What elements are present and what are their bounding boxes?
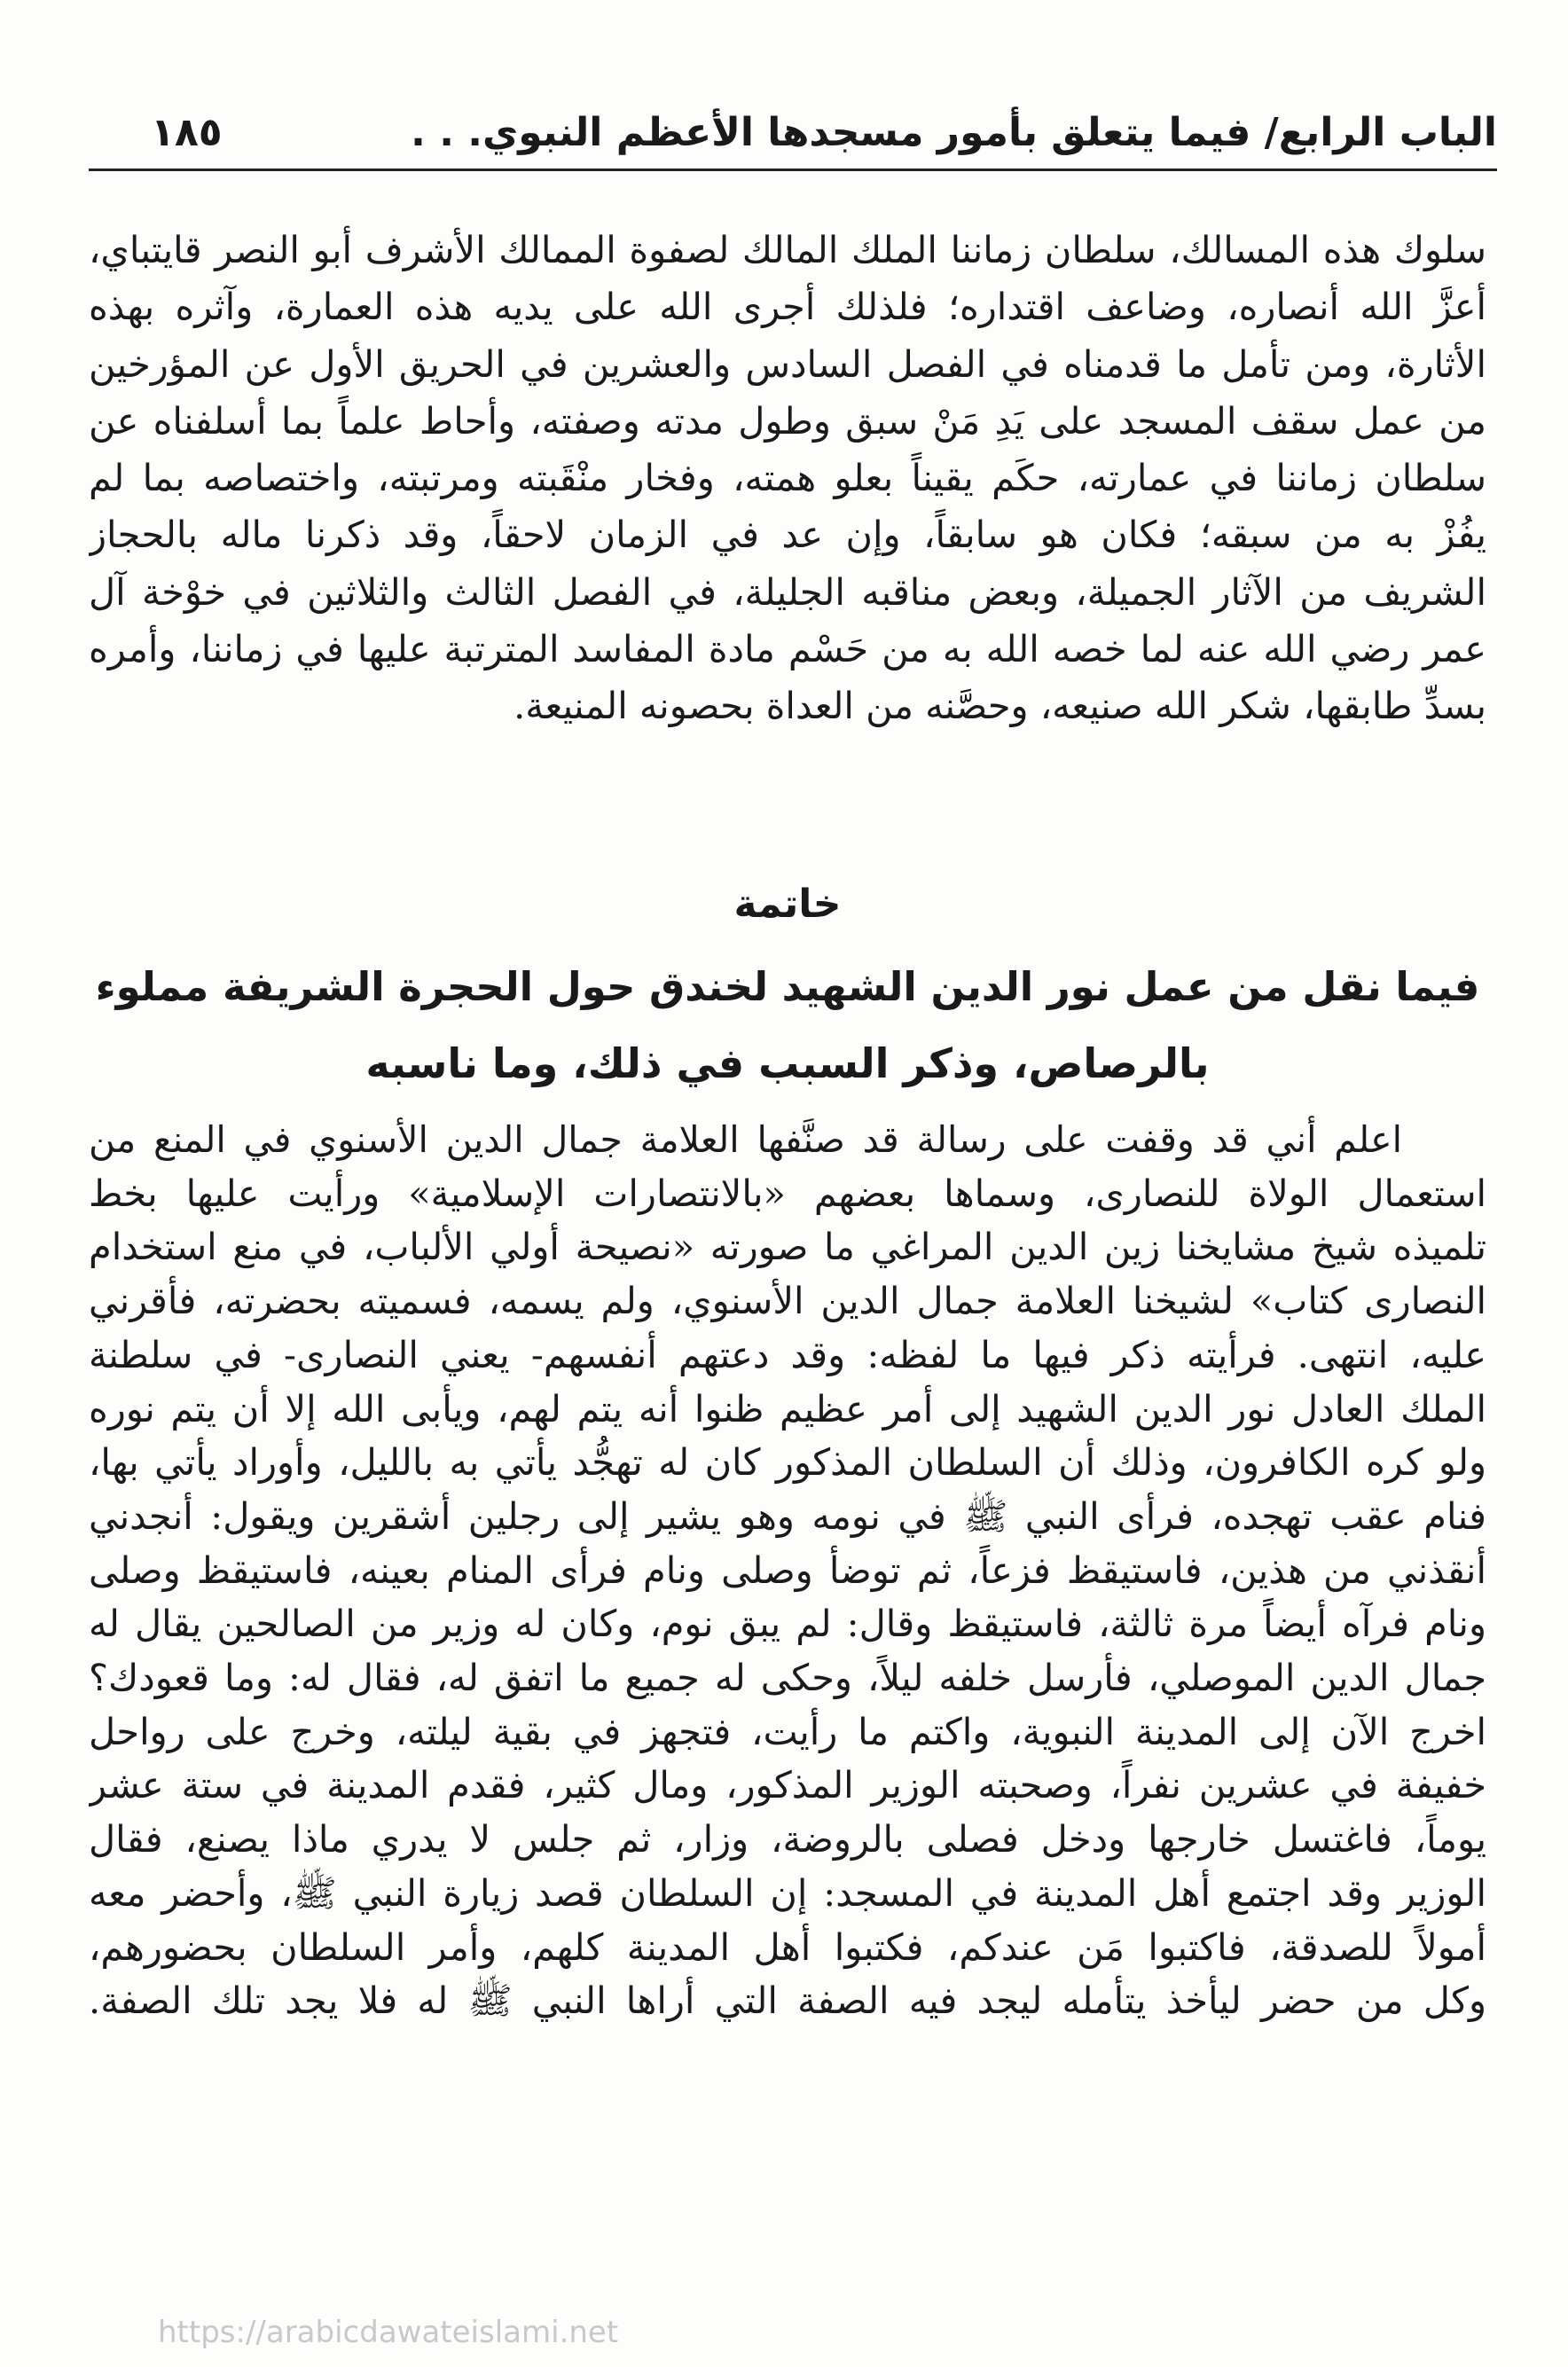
- text-line: يوماً، فاغتسل خارجها ودخل فصلى بالروضة، وزار، ثم جلس لا يدري ماذا يصنع، فقال: [89, 1817, 1486, 1861]
- text-line: ونام فرآه أيضاً مرة ثالثة، فاستيقظ وقال: لم يبق نوم، وكان له وزير من الصالحين يقال له: [89, 1602, 1486, 1646]
- text-line: جمال الدين الموصلي، فأرسل خلفه ليلاً، وحكى له جميع ما اتفق له، فقال له: وما قعودك؟: [89, 1656, 1486, 1700]
- text-line: النصارى كتاب» لشيخنا العلامة جمال الدين الأسنوي، ولم يسمه، فسميته بحضرته، فأقرني: [89, 1279, 1486, 1323]
- text-line: اخرج الآن إلى المدينة النبوية، واكتم ما رأيت، فتجهز في بقية ليلته، وخرج على رواحل: [89, 1709, 1486, 1753]
- text-line: سلوك هذه المسالك، سلطان زماننا الملك المالك لصفوة الممالك الأشرف أبو النصر قايتباي،: [89, 228, 1486, 271]
- source-url-watermark: https://arabicdawateislami.net: [158, 2315, 619, 2350]
- text-line: الشريف من الآثار الجميلة، وبعض مناقبه الجليلة، في الفصل الثالث والثلاثين في خوْخة آل: [89, 569, 1486, 614]
- text-line: الملك العادل نور الدين الشهيد إلى أمر عظيم ظنوا أنه يتم لهم، ويأبى الله إلا أن يتم نوره: [89, 1386, 1486, 1430]
- text-line: من عمل سقف المسجد على يَدِ مَنْ سبق وطول مدته وصفته، وأحاط علماً بما أسلفناه عن: [89, 398, 1486, 443]
- text-line: تلميذه شيخ مشايخنا زين الدين المراغي ما صورته «نصيحة أولي الألباب، في منع استخدام: [89, 1225, 1486, 1269]
- paragraph-1: [89, 222, 1486, 735]
- subtitle-line: بالرصاص، وذكر السبب في ذلك، وما ناسبه: [365, 1039, 1210, 1087]
- text-line: الأثارة، ومن تأمل ما قدمناه في الفصل السادس والعشرين في الحريق الأول عن المؤرخين: [89, 341, 1486, 386]
- section-title: خاتمة: [733, 882, 842, 927]
- text-line: أمولاً للصدقة، فاكتبوا مَن عندكم، فكتبوا أهل المدينة كلهم، وأمر السلطان بحضورهم،: [89, 1924, 1486, 1969]
- paragraph-2: [89, 1113, 1486, 2028]
- text-line: عليه، انتهى. فرأيته ذكر فيها ما لفظه: وقد دعتهم أنفسهم- يعني النصارى- في سلطنة: [89, 1332, 1486, 1376]
- text-line: يفُزْ به من سبقه؛ فكان هو سابقاً، وإن عد في الزمان لاحقاً، وقد ذكرنا ماله بالحجاز: [89, 513, 1486, 557]
- chapter-header-title: الباب الرابع/ فيما يتعلق بأمور مسجدها الأعظم النبوي. . .: [411, 110, 1497, 155]
- text-line: ولو كره الكافرون، وذلك أن السلطان المذكور كان له تهجُّد يأتي به بالليل، وأوراد يأتي بها،: [89, 1440, 1486, 1485]
- text-line: أنقذني من هذين، فاستيقظ فزعاً، ثم توضأ وصلى ونام فرأى المنام بعينه، فاستيقظ وصلى: [89, 1548, 1486, 1592]
- text-line: الوزير وقد اجتمع أهل المدينة في المسجد: إن السلطان قصد زيارة النبي ﷺ، وأحضر معه: [89, 1870, 1486, 1915]
- page-number: ١٨٥: [151, 110, 223, 155]
- section-subtitle: [89, 949, 1486, 1101]
- text-line: أعزَّ الله أنصاره، وضاعف اقتداره؛ فلذلك أجرى الله على يديه هذه العمارة، وآثره بهذه: [89, 285, 1486, 329]
- text-line: خفيفة في عشرين نفراً، وصحبته الوزير المذكور، ومال كثير، فقدم المدينة في ستة عشر: [89, 1763, 1486, 1807]
- subtitle-line: فيما نقل من عمل نور الدين الشهيد لخندق حول الحجرة الشريفة مملوء: [95, 963, 1480, 1010]
- running-header: [151, 98, 1497, 160]
- text-line: استعمال الولاة للنصارى، وسماها بعضهم «بالانتصارات الإسلامية» ورأيت عليها بخط: [89, 1171, 1486, 1215]
- text-line: وكل من حضر ليأخذ يتأمله ليجد فيه الصفة التي أراها النبي ﷺ له فلا يجد تلك الصفة.: [89, 1979, 1486, 2023]
- text-line: عمر رضي الله عنه لما خصه الله به من حَسْم مادة المفاسد المترتبة عليها في زماننا، وأمره: [89, 627, 1486, 671]
- header-divider: [89, 169, 1497, 171]
- text-line: اعلم أني قد وقفت على رسالة قد صنَّفها العلامة جمال الدين الأسنوي في المنع من: [89, 1118, 1402, 1161]
- text-line: فنام عقب تهجده، فرأى النبي ﷺ في نومه وهو يشير إلى رجلين أشقرين ويقول: أنجدني: [89, 1493, 1486, 1538]
- text-line: بسدِّ طابقها، شكر الله صنيعه، وحصَّنه من العداة بحصونه المنيعة.: [514, 684, 1486, 728]
- text-line: سلطان زماننا في عمارته، حكَم يقيناً بعلو همته، وفخار منْقَبته ومرتبته، واختصاصه بما لم: [89, 456, 1486, 500]
